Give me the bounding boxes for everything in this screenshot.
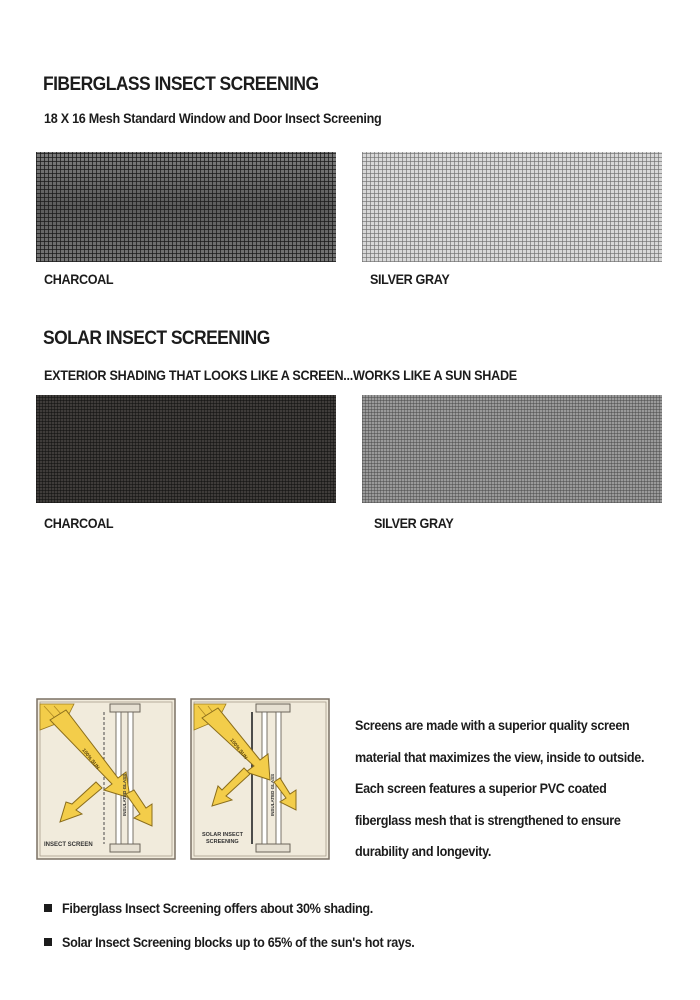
bullet-text: Solar Insect Screening blocks up to 65% of the sun's hot rays. [62,934,415,950]
glass-label: INSULATED GLASS [122,773,127,816]
bullet-item [44,934,454,950]
insect-screen-diagram [36,698,176,860]
fiberglass-silver-gray-label: SILVER GRAY [370,271,450,287]
solar-silver-gray-label: SILVER GRAY [374,515,454,531]
description-line: Each screen features a superior PVC coated [355,780,607,796]
solar-caption-line2: SCREENING [206,839,239,845]
description-paragraph [355,710,695,868]
fiberglass-title: FIBERGLASS INSECT SCREENING [43,74,319,95]
description-line: fiberglass mesh that is strengthened to ensure [355,811,621,828]
bullet-item [44,900,408,916]
sun-arrow-label: 100% SUN [80,747,101,771]
description-line: durability and longevity. [355,843,492,859]
description-line: material that maximizes the view, inside to outside. [355,748,645,765]
fiberglass-charcoal-swatch [36,152,336,262]
fiberglass-charcoal-label: CHARCOAL [44,271,114,287]
solar-charcoal-label: CHARCOAL [44,515,114,531]
fiberglass-silver-gray-swatch [362,152,662,262]
bullet-square-icon [44,938,52,946]
insect-screen-caption: INSECT SCREEN [44,842,93,848]
description-line: Screens are made with a superior quality screen [355,717,630,733]
solar-insect-screening-diagram [190,698,330,860]
solar-caption-line1: SOLAR INSECT [202,832,243,838]
solar-subtitle: EXTERIOR SHADING THAT LOOKS LIKE A SCREEN...WORKS LIKE A SUN SHADE [44,367,517,383]
glass-label: INSULATED GLASS [270,773,275,816]
solar-title: SOLAR INSECT SCREENING [43,328,270,349]
sun-arrow-label: 100% SUN [228,737,249,761]
fiberglass-subtitle: 18 X 16 Mesh Standard Window and Door Insect Screening [44,110,382,126]
bullet-square-icon [44,904,52,912]
bullet-text: Fiberglass Insect Screening offers about 30% shading. [62,900,373,916]
solar-charcoal-swatch [36,395,336,503]
solar-silver-gray-swatch [362,395,662,503]
